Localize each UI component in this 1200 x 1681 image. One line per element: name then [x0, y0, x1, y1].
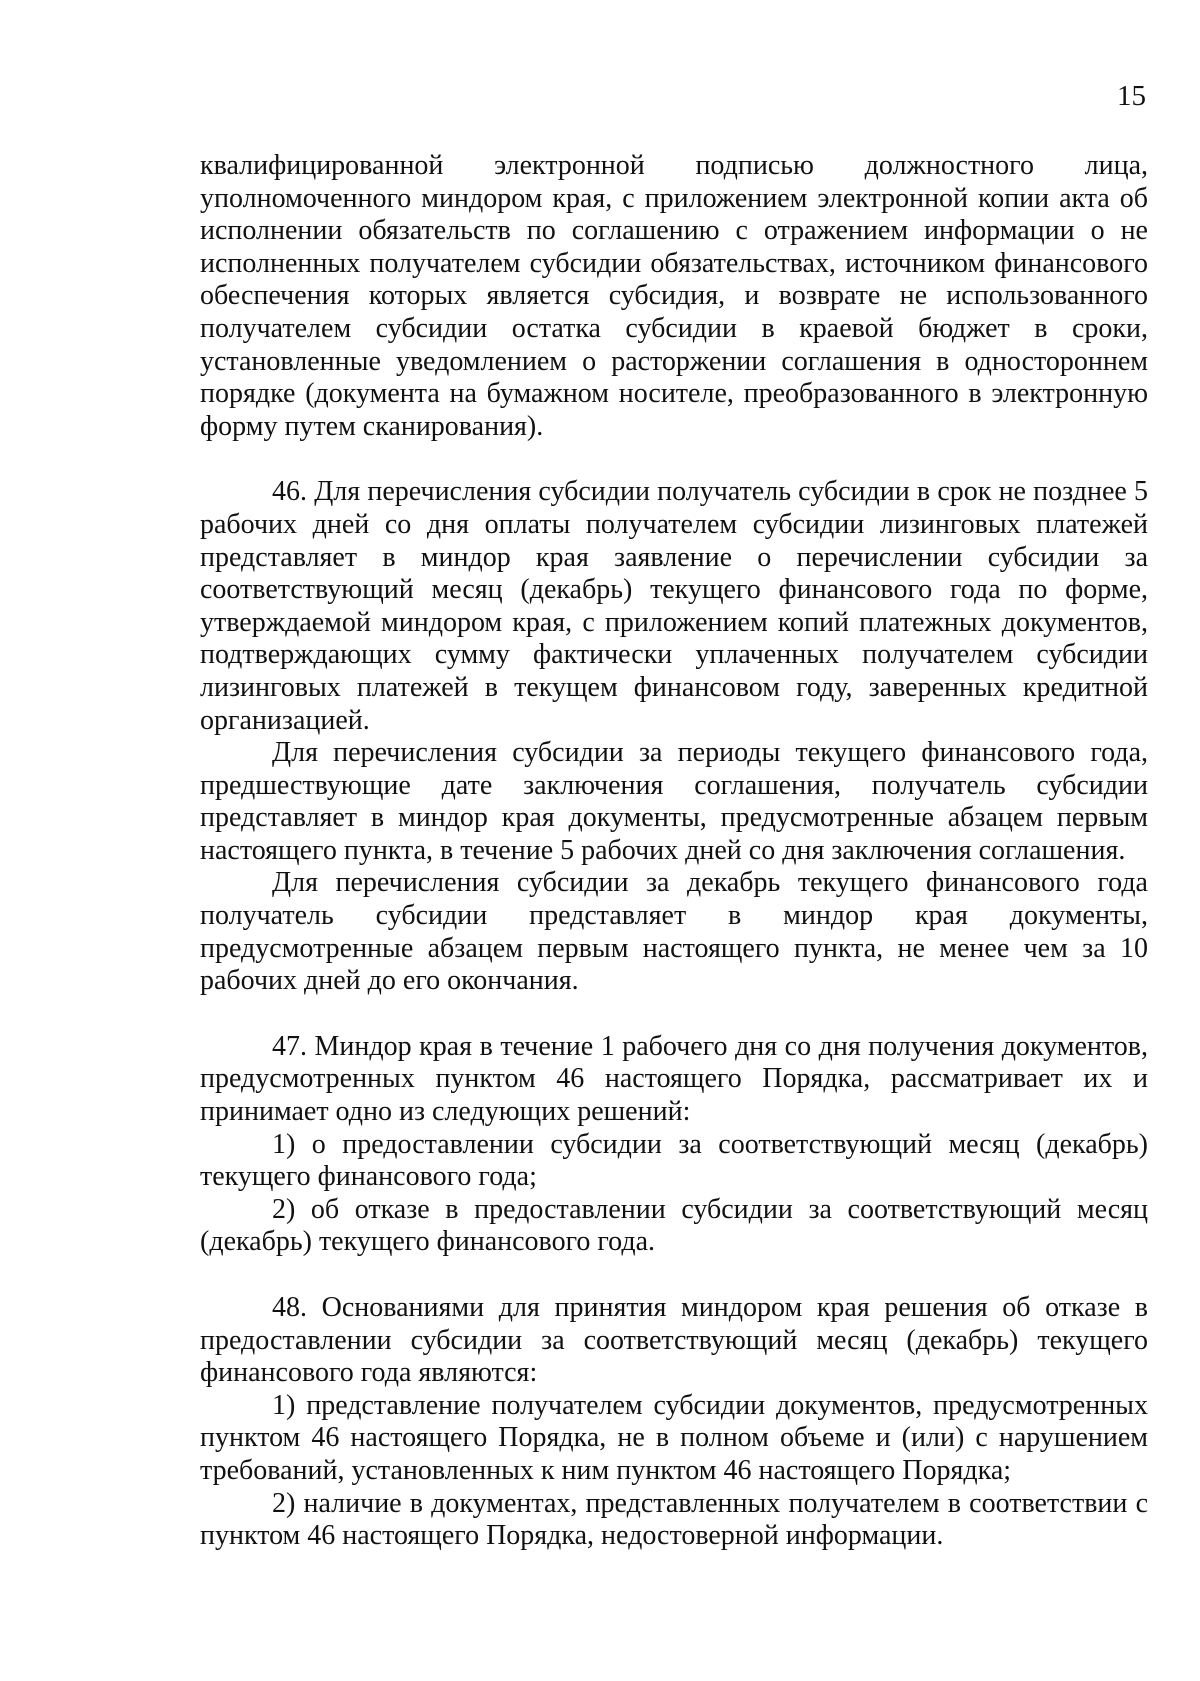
- paragraph-item-47-sub-1: 1) о предоставлении субсидии за соответствующий месяц (декабрь) текущего финансового года;: [200, 1128, 1148, 1193]
- paragraph-continuation: квалифицированной электронной подписью должностного лица, уполномоченного миндором края, с приложением электронной копии акта об исполнении обязательств по соглашению с отражением информации о не исполненных получателем субсидии обязательствах, источником финансового обеспечения которых является субсидия, и возврате не использованного получателем субсидии остатка субсидии в краевой бюджет в сроки, установленные уведомлением о расторжении соглашения в одностороннем порядке (документа на бумажном носителе, преобразованного в электронную форму путем сканирования).: [200, 150, 1148, 442]
- paragraph-item-46-part-3: Для перечисления субсидии за декабрь текущего финансового года получатель субсидии представляет в миндор края документы, предусмотренные абзацем первым настоящего пункта, не менее чем за 10 рабочих дней до его окончания.: [200, 867, 1148, 997]
- paragraph-item-48-sub-1: 1) представление получателем субсидии документов, предусмотренных пунктом 46 настоящего Порядка, не в полном объеме и (или) с нарушением требований, установленных к ним пунктом 46 настоящего Порядка;: [200, 1389, 1148, 1486]
- paragraph-item-48: 48. Основаниями для принятия миндором края решения об отказе в предоставлении субсидии за соответствующий месяц (декабрь) текущего финансового года являются:: [200, 1292, 1148, 1389]
- paragraph-item-48-sub-2: 2) наличие в документах, представленных получателем в соответствии с пунктом 46 настоящего Порядка, недостоверной информации.: [200, 1487, 1148, 1552]
- paragraph-item-46-part-2: Для перечисления субсидии за периоды текущего финансового года, предшествующие дате заключения соглашения, получатель субсидии представляет в миндор края документы, предусмотренные абзацем первым настоящего пункта, в течение 5 рабочих дней со дня заключения соглашения.: [200, 737, 1148, 866]
- paragraph-item-47: 47. Миндор края в течение 1 рабочего дня со дня получения документов, предусмотренных пунктом 46 настоящего Порядка, рассматривает их и принимает одно из следующих решений:: [200, 1030, 1148, 1128]
- paragraph-item-46: 46. Для перечисления субсидии получатель субсидии в срок не позднее 5 рабочих дней со дня оплаты получателем субсидии лизинговых платежей представляет в миндор края заявление о перечислении субсидии за соответствующий месяц (декабрь) текущего финансового года по форме, утверждаемой миндором края, с приложением копий платежных документов, подтверждающих сумму фактически уплаченных получателем субсидии лизинговых платежей в текущем финансовом году, заверенных кредитной организацией.: [200, 476, 1148, 736]
- paragraph-item-47-sub-2: 2) об отказе в предоставлении субсидии за соответствующий месяц (декабрь) текущего финансового года.: [200, 1193, 1148, 1258]
- document-body: [200, 150, 1148, 1553]
- page-number: 15: [1117, 80, 1146, 112]
